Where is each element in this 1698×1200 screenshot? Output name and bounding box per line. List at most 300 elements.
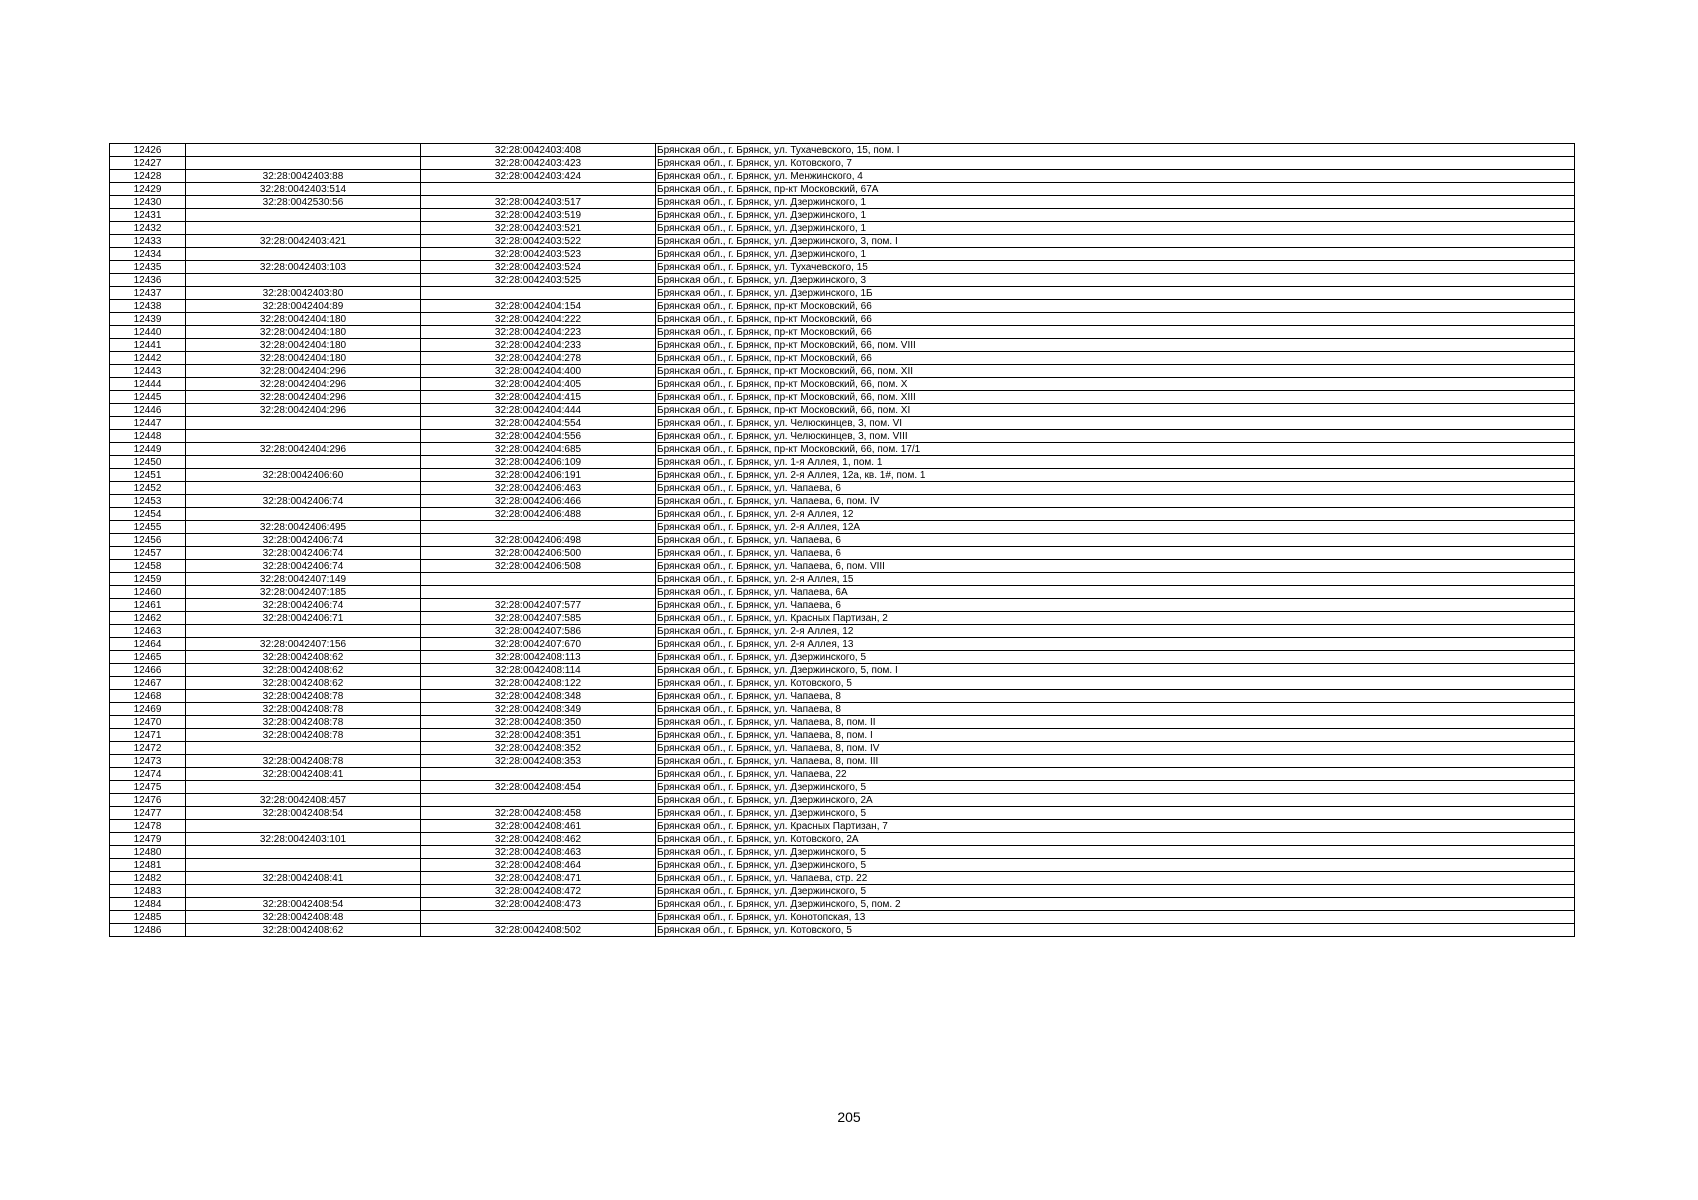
address-cell: Брянская обл., г. Брянск, ул. Чапаева, 6 <box>656 599 1575 612</box>
address-cell: Брянская обл., г. Брянск, ул. Дзержинского, 1Б <box>656 287 1575 300</box>
parcel-cadastral-number-cell: 32:28:0042406:74 <box>186 599 421 612</box>
table-row <box>110 560 1575 573</box>
parcel-cadastral-number-cell: 32:28:0042403:101 <box>186 833 421 846</box>
object-cadastral-number-cell: 32:28:0042408:351 <box>421 729 656 742</box>
address-cell: Брянская обл., г. Брянск, пр-кт Московский, 66, пом. 17/1 <box>656 443 1575 456</box>
parcel-cadastral-number-cell: 32:28:0042404:296 <box>186 443 421 456</box>
row-number-cell: 12435 <box>110 261 186 274</box>
object-cadastral-number-cell: 32:28:0042406:463 <box>421 482 656 495</box>
table-row <box>110 326 1575 339</box>
row-number-cell: 12476 <box>110 794 186 807</box>
object-cadastral-number-cell: 32:28:0042403:519 <box>421 209 656 222</box>
address-cell: Брянская обл., г. Брянск, ул. Чапаева, 8 <box>656 703 1575 716</box>
address-cell: Брянская обл., г. Брянск, ул. Чапаева, 6 <box>656 482 1575 495</box>
parcel-cadastral-number-cell <box>186 417 421 430</box>
table-row <box>110 781 1575 794</box>
table-row <box>110 872 1575 885</box>
table-row <box>110 820 1575 833</box>
row-number-cell: 12468 <box>110 690 186 703</box>
parcel-cadastral-number-cell: 32:28:0042404:89 <box>186 300 421 313</box>
object-cadastral-number-cell: 32:28:0042408:122 <box>421 677 656 690</box>
table-row <box>110 482 1575 495</box>
object-cadastral-number-cell: 32:28:0042408:352 <box>421 742 656 755</box>
row-number-cell: 12471 <box>110 729 186 742</box>
address-cell: Брянская обл., г. Брянск, ул. Котовского, 2А <box>656 833 1575 846</box>
row-number-cell: 12445 <box>110 391 186 404</box>
parcel-cadastral-number-cell: 32:28:0042407:156 <box>186 638 421 651</box>
object-cadastral-number-cell: 32:28:0042406:191 <box>421 469 656 482</box>
address-cell: Брянская обл., г. Брянск, ул. Котовского, 5 <box>656 924 1575 937</box>
parcel-cadastral-number-cell <box>186 625 421 638</box>
table-row <box>110 755 1575 768</box>
table-row <box>110 313 1575 326</box>
parcel-cadastral-number-cell <box>186 482 421 495</box>
table-row <box>110 365 1575 378</box>
table-row <box>110 664 1575 677</box>
table-row <box>110 430 1575 443</box>
parcel-cadastral-number-cell <box>186 430 421 443</box>
address-cell: Брянская обл., г. Брянск, ул. Чапаева, 8, пом. I <box>656 729 1575 742</box>
parcel-cadastral-number-cell: 32:28:0042404:296 <box>186 404 421 417</box>
object-cadastral-number-cell: 32:28:0042408:464 <box>421 859 656 872</box>
parcel-cadastral-number-cell <box>186 209 421 222</box>
parcel-cadastral-number-cell: 32:28:0042408:41 <box>186 768 421 781</box>
row-number-cell: 12460 <box>110 586 186 599</box>
address-cell: Брянская обл., г. Брянск, пр-кт Московский, 66 <box>656 300 1575 313</box>
table-row <box>110 287 1575 300</box>
row-number-cell: 12450 <box>110 456 186 469</box>
parcel-cadastral-number-cell: 32:28:0042408:78 <box>186 716 421 729</box>
object-cadastral-number-cell: 32:28:0042403:523 <box>421 248 656 261</box>
address-cell: Брянская обл., г. Брянск, ул. Чапаева, 6А <box>656 586 1575 599</box>
address-cell: Брянская обл., г. Брянск, пр-кт Московский, 66, пом. X <box>656 378 1575 391</box>
object-cadastral-number-cell <box>421 521 656 534</box>
object-cadastral-number-cell: 32:28:0042408:502 <box>421 924 656 937</box>
object-cadastral-number-cell <box>421 287 656 300</box>
address-cell: Брянская обл., г. Брянск, пр-кт Московский, 66 <box>656 326 1575 339</box>
table-row <box>110 300 1575 313</box>
object-cadastral-number-cell: 32:28:0042404:685 <box>421 443 656 456</box>
table-row <box>110 391 1575 404</box>
table-row <box>110 716 1575 729</box>
address-cell: Брянская обл., г. Брянск, ул. Дзержинского, 3 <box>656 274 1575 287</box>
table-row <box>110 378 1575 391</box>
address-cell: Брянская обл., г. Брянск, ул. Чапаева, 8, пом. III <box>656 755 1575 768</box>
object-cadastral-number-cell: 32:28:0042408:349 <box>421 703 656 716</box>
table-row <box>110 898 1575 911</box>
row-number-cell: 12469 <box>110 703 186 716</box>
table-row <box>110 638 1575 651</box>
object-cadastral-number-cell: 32:28:0042408:471 <box>421 872 656 885</box>
row-number-cell: 12443 <box>110 365 186 378</box>
parcel-cadastral-number-cell: 32:28:0042404:296 <box>186 365 421 378</box>
object-cadastral-number-cell: 32:28:0042408:462 <box>421 833 656 846</box>
address-cell: Брянская обл., г. Брянск, ул. 2-я Аллея, 15 <box>656 573 1575 586</box>
parcel-cadastral-number-cell: 32:28:0042408:457 <box>186 794 421 807</box>
object-cadastral-number-cell <box>421 586 656 599</box>
row-number-cell: 12448 <box>110 430 186 443</box>
parcel-cadastral-number-cell <box>186 742 421 755</box>
object-cadastral-number-cell: 32:28:0042404:400 <box>421 365 656 378</box>
parcel-cadastral-number-cell <box>186 274 421 287</box>
table-row <box>110 469 1575 482</box>
table-row <box>110 547 1575 560</box>
parcel-cadastral-number-cell: 32:28:0042406:74 <box>186 495 421 508</box>
parcel-cadastral-number-cell: 32:28:0042406:74 <box>186 547 421 560</box>
object-cadastral-number-cell: 32:28:0042404:405 <box>421 378 656 391</box>
address-cell: Брянская обл., г. Брянск, пр-кт Московский, 66 <box>656 313 1575 326</box>
parcel-cadastral-number-cell: 32:28:0042530:56 <box>186 196 421 209</box>
address-cell: Брянская обл., г. Брянск, ул. Челюскинцев, 3, пом. VIII <box>656 430 1575 443</box>
address-cell: Брянская обл., г. Брянск, пр-кт Московский, 66 <box>656 352 1575 365</box>
row-number-cell: 12461 <box>110 599 186 612</box>
row-number-cell: 12456 <box>110 534 186 547</box>
table-row <box>110 846 1575 859</box>
object-cadastral-number-cell: 32:28:0042408:114 <box>421 664 656 677</box>
row-number-cell: 12433 <box>110 235 186 248</box>
table-row <box>110 924 1575 937</box>
table-row <box>110 209 1575 222</box>
object-cadastral-number-cell: 32:28:0042407:586 <box>421 625 656 638</box>
parcel-cadastral-number-cell <box>186 885 421 898</box>
parcel-cadastral-number-cell: 32:28:0042406:495 <box>186 521 421 534</box>
row-number-cell: 12439 <box>110 313 186 326</box>
row-number-cell: 12430 <box>110 196 186 209</box>
table-row <box>110 222 1575 235</box>
parcel-cadastral-number-cell: 32:28:0042404:180 <box>186 326 421 339</box>
parcel-cadastral-number-cell <box>186 859 421 872</box>
row-number-cell: 12473 <box>110 755 186 768</box>
address-cell: Брянская обл., г. Брянск, ул. Чапаева, 8, пом. II <box>656 716 1575 729</box>
address-cell: Брянская обл., г. Брянск, ул. Чапаева, 6, пом. IV <box>656 495 1575 508</box>
row-number-cell: 12478 <box>110 820 186 833</box>
row-number-cell: 12475 <box>110 781 186 794</box>
address-cell: Брянская обл., г. Брянск, ул. Тухачевского, 15, пом. I <box>656 144 1575 157</box>
row-number-cell: 12484 <box>110 898 186 911</box>
row-number-cell: 12479 <box>110 833 186 846</box>
row-number-cell: 12455 <box>110 521 186 534</box>
object-cadastral-number-cell: 32:28:0042404:415 <box>421 391 656 404</box>
parcel-cadastral-number-cell: 32:28:0042408:54 <box>186 898 421 911</box>
row-number-cell: 12482 <box>110 872 186 885</box>
row-number-cell: 12485 <box>110 911 186 924</box>
object-cadastral-number-cell: 32:28:0042407:670 <box>421 638 656 651</box>
row-number-cell: 12481 <box>110 859 186 872</box>
row-number-cell: 12426 <box>110 144 186 157</box>
table-row <box>110 183 1575 196</box>
row-number-cell: 12465 <box>110 651 186 664</box>
object-cadastral-number-cell: 32:28:0042404:222 <box>421 313 656 326</box>
table-row <box>110 456 1575 469</box>
address-cell: Брянская обл., г. Брянск, ул. 1-я Аллея, 1, пом. 1 <box>656 456 1575 469</box>
address-cell: Брянская обл., г. Брянск, ул. Дзержинского, 3, пом. I <box>656 235 1575 248</box>
address-cell: Брянская обл., г. Брянск, ул. Чапаева, 6, пом. VIII <box>656 560 1575 573</box>
object-cadastral-number-cell: 32:28:0042404:444 <box>421 404 656 417</box>
parcel-cadastral-number-cell <box>186 846 421 859</box>
parcel-cadastral-number-cell: 32:28:0042404:180 <box>186 313 421 326</box>
table-row <box>110 833 1575 846</box>
object-cadastral-number-cell: 32:28:0042403:424 <box>421 170 656 183</box>
parcel-cadastral-number-cell: 32:28:0042408:62 <box>186 677 421 690</box>
object-cadastral-number-cell: 32:28:0042406:466 <box>421 495 656 508</box>
row-number-cell: 12454 <box>110 508 186 521</box>
parcel-cadastral-number-cell: 32:28:0042408:62 <box>186 651 421 664</box>
object-cadastral-number-cell: 32:28:0042404:554 <box>421 417 656 430</box>
object-cadastral-number-cell: 32:28:0042403:521 <box>421 222 656 235</box>
address-cell: Брянская обл., г. Брянск, ул. Дзержинского, 5, пом. 2 <box>656 898 1575 911</box>
address-cell: Брянская обл., г. Брянск, пр-кт Московский, 66, пом. VIII <box>656 339 1575 352</box>
address-cell: Брянская обл., г. Брянск, ул. Котовского, 7 <box>656 157 1575 170</box>
object-cadastral-number-cell: 32:28:0042403:524 <box>421 261 656 274</box>
address-cell: Брянская обл., г. Брянск, ул. Конотопская, 13 <box>656 911 1575 924</box>
object-cadastral-number-cell: 32:28:0042407:585 <box>421 612 656 625</box>
table-row <box>110 573 1575 586</box>
row-number-cell: 12447 <box>110 417 186 430</box>
table-row <box>110 690 1575 703</box>
address-cell: Брянская обл., г. Брянск, ул. Дзержинского, 5 <box>656 807 1575 820</box>
row-number-cell: 12440 <box>110 326 186 339</box>
object-cadastral-number-cell: 32:28:0042403:423 <box>421 157 656 170</box>
row-number-cell: 12442 <box>110 352 186 365</box>
object-cadastral-number-cell: 32:28:0042408:461 <box>421 820 656 833</box>
row-number-cell: 12451 <box>110 469 186 482</box>
row-number-cell: 12464 <box>110 638 186 651</box>
table-row <box>110 261 1575 274</box>
address-cell: Брянская обл., г. Брянск, ул. Тухачевского, 15 <box>656 261 1575 274</box>
address-cell: Брянская обл., г. Брянск, ул. Дзержинского, 5 <box>656 885 1575 898</box>
address-cell: Брянская обл., г. Брянск, ул. Чапаева, 8, пом. IV <box>656 742 1575 755</box>
row-number-cell: 12483 <box>110 885 186 898</box>
row-number-cell: 12480 <box>110 846 186 859</box>
table-row <box>110 703 1575 716</box>
table-row <box>110 196 1575 209</box>
table-row <box>110 807 1575 820</box>
object-cadastral-number-cell: 32:28:0042408:458 <box>421 807 656 820</box>
object-cadastral-number-cell: 32:28:0042404:233 <box>421 339 656 352</box>
row-number-cell: 12429 <box>110 183 186 196</box>
address-cell: Брянская обл., г. Брянск, ул. Чапаева, 6 <box>656 547 1575 560</box>
object-cadastral-number-cell <box>421 911 656 924</box>
object-cadastral-number-cell: 32:28:0042403:525 <box>421 274 656 287</box>
row-number-cell: 12453 <box>110 495 186 508</box>
table-row <box>110 794 1575 807</box>
object-cadastral-number-cell <box>421 768 656 781</box>
object-cadastral-number-cell: 32:28:0042406:109 <box>421 456 656 469</box>
table-row <box>110 612 1575 625</box>
address-cell: Брянская обл., г. Брянск, ул. Дзержинского, 5 <box>656 781 1575 794</box>
object-cadastral-number-cell <box>421 183 656 196</box>
row-number-cell: 12437 <box>110 287 186 300</box>
address-cell: Брянская обл., г. Брянск, ул. 2-я Аллея, 12а, кв. 1#, пом. 1 <box>656 469 1575 482</box>
table-row <box>110 651 1575 664</box>
table-row <box>110 144 1575 157</box>
address-cell: Брянская обл., г. Брянск, ул. Красных Партизан, 7 <box>656 820 1575 833</box>
row-number-cell: 12431 <box>110 209 186 222</box>
parcel-cadastral-number-cell: 32:28:0042403:514 <box>186 183 421 196</box>
row-number-cell: 12444 <box>110 378 186 391</box>
parcel-cadastral-number-cell <box>186 222 421 235</box>
parcel-cadastral-number-cell: 32:28:0042408:62 <box>186 664 421 677</box>
parcel-cadastral-number-cell: 32:28:0042406:60 <box>186 469 421 482</box>
table-row <box>110 742 1575 755</box>
object-cadastral-number-cell <box>421 573 656 586</box>
table-row <box>110 521 1575 534</box>
table-row <box>110 274 1575 287</box>
object-cadastral-number-cell: 32:28:0042406:488 <box>421 508 656 521</box>
object-cadastral-number-cell: 32:28:0042407:577 <box>421 599 656 612</box>
parcel-cadastral-number-cell: 32:28:0042408:48 <box>186 911 421 924</box>
object-cadastral-number-cell: 32:28:0042403:522 <box>421 235 656 248</box>
table-row <box>110 625 1575 638</box>
address-cell: Брянская обл., г. Брянск, пр-кт Московский, 66, пом. XII <box>656 365 1575 378</box>
row-number-cell: 12436 <box>110 274 186 287</box>
row-number-cell: 12428 <box>110 170 186 183</box>
object-cadastral-number-cell: 32:28:0042408:472 <box>421 885 656 898</box>
parcel-cadastral-number-cell: 32:28:0042404:296 <box>186 391 421 404</box>
object-cadastral-number-cell: 32:28:0042404:223 <box>421 326 656 339</box>
parcel-cadastral-number-cell: 32:28:0042407:185 <box>186 586 421 599</box>
row-number-cell: 12446 <box>110 404 186 417</box>
row-number-cell: 12457 <box>110 547 186 560</box>
table-row <box>110 729 1575 742</box>
property-registry-table <box>109 143 1575 937</box>
object-cadastral-number-cell: 32:28:0042404:154 <box>421 300 656 313</box>
row-number-cell: 12434 <box>110 248 186 261</box>
table-row <box>110 508 1575 521</box>
row-number-cell: 12449 <box>110 443 186 456</box>
address-cell: Брянская обл., г. Брянск, ул. Красных Партизан, 2 <box>656 612 1575 625</box>
object-cadastral-number-cell <box>421 794 656 807</box>
table-row <box>110 339 1575 352</box>
parcel-cadastral-number-cell: 32:28:0042403:80 <box>186 287 421 300</box>
parcel-cadastral-number-cell: 32:28:0042403:103 <box>186 261 421 274</box>
row-number-cell: 12452 <box>110 482 186 495</box>
parcel-cadastral-number-cell: 32:28:0042404:180 <box>186 339 421 352</box>
parcel-cadastral-number-cell: 32:28:0042408:78 <box>186 729 421 742</box>
address-cell: Брянская обл., г. Брянск, ул. Менжинского, 4 <box>656 170 1575 183</box>
row-number-cell: 12459 <box>110 573 186 586</box>
row-number-cell: 12427 <box>110 157 186 170</box>
address-cell: Брянская обл., г. Брянск, пр-кт Московский, 67А <box>656 183 1575 196</box>
parcel-cadastral-number-cell: 32:28:0042406:71 <box>186 612 421 625</box>
parcel-cadastral-number-cell <box>186 508 421 521</box>
object-cadastral-number-cell: 32:28:0042406:498 <box>421 534 656 547</box>
table-row <box>110 235 1575 248</box>
row-number-cell: 12467 <box>110 677 186 690</box>
registry-table-body <box>110 144 1575 937</box>
row-number-cell: 12474 <box>110 768 186 781</box>
table-row <box>110 677 1575 690</box>
table-row <box>110 404 1575 417</box>
parcel-cadastral-number-cell <box>186 456 421 469</box>
table-row <box>110 248 1575 261</box>
address-cell: Брянская обл., г. Брянск, ул. Дзержинского, 5 <box>656 846 1575 859</box>
address-cell: Брянская обл., г. Брянск, ул. Дзержинского, 5 <box>656 651 1575 664</box>
table-row <box>110 417 1575 430</box>
object-cadastral-number-cell: 32:28:0042408:463 <box>421 846 656 859</box>
object-cadastral-number-cell: 32:28:0042408:353 <box>421 755 656 768</box>
table-row <box>110 911 1575 924</box>
object-cadastral-number-cell: 32:28:0042408:348 <box>421 690 656 703</box>
table-row <box>110 768 1575 781</box>
row-number-cell: 12486 <box>110 924 186 937</box>
parcel-cadastral-number-cell: 32:28:0042408:41 <box>186 872 421 885</box>
address-cell: Брянская обл., г. Брянск, ул. Дзержинского, 1 <box>656 222 1575 235</box>
object-cadastral-number-cell: 32:28:0042403:408 <box>421 144 656 157</box>
row-number-cell: 12470 <box>110 716 186 729</box>
object-cadastral-number-cell: 32:28:0042408:473 <box>421 898 656 911</box>
row-number-cell: 12438 <box>110 300 186 313</box>
address-cell: Брянская обл., г. Брянск, пр-кт Московский, 66, пом. XI <box>656 404 1575 417</box>
address-cell: Брянская обл., г. Брянск, ул. 2-я Аллея, 12 <box>656 508 1575 521</box>
object-cadastral-number-cell: 32:28:0042408:113 <box>421 651 656 664</box>
address-cell: Брянская обл., г. Брянск, ул. Чапаева, 8 <box>656 690 1575 703</box>
address-cell: Брянская обл., г. Брянск, ул. Чапаева, 22 <box>656 768 1575 781</box>
table-row <box>110 157 1575 170</box>
row-number-cell: 12462 <box>110 612 186 625</box>
address-cell: Брянская обл., г. Брянск, ул. 2-я Аллея, 12 <box>656 625 1575 638</box>
parcel-cadastral-number-cell: 32:28:0042403:88 <box>186 170 421 183</box>
object-cadastral-number-cell: 32:28:0042406:500 <box>421 547 656 560</box>
parcel-cadastral-number-cell <box>186 781 421 794</box>
row-number-cell: 12477 <box>110 807 186 820</box>
page-number: 205 <box>837 1109 861 1125</box>
row-number-cell: 12472 <box>110 742 186 755</box>
parcel-cadastral-number-cell: 32:28:0042404:180 <box>186 352 421 365</box>
parcel-cadastral-number-cell: 32:28:0042408:78 <box>186 703 421 716</box>
table-row <box>110 534 1575 547</box>
parcel-cadastral-number-cell: 32:28:0042406:74 <box>186 560 421 573</box>
address-cell: Брянская обл., г. Брянск, ул. Дзержинского, 5 <box>656 859 1575 872</box>
address-cell: Брянская обл., г. Брянск, ул. Чапаева, 6 <box>656 534 1575 547</box>
parcel-cadastral-number-cell: 32:28:0042408:78 <box>186 690 421 703</box>
parcel-cadastral-number-cell: 32:28:0042408:54 <box>186 807 421 820</box>
parcel-cadastral-number-cell <box>186 157 421 170</box>
table-row <box>110 170 1575 183</box>
address-cell: Брянская обл., г. Брянск, ул. Котовского, 5 <box>656 677 1575 690</box>
object-cadastral-number-cell: 32:28:0042403:517 <box>421 196 656 209</box>
parcel-cadastral-number-cell: 32:28:0042404:296 <box>186 378 421 391</box>
parcel-cadastral-number-cell <box>186 144 421 157</box>
row-number-cell: 12463 <box>110 625 186 638</box>
row-number-cell: 12466 <box>110 664 186 677</box>
address-cell: Брянская обл., г. Брянск, ул. Дзержинского, 1 <box>656 196 1575 209</box>
table-row <box>110 495 1575 508</box>
row-number-cell: 12458 <box>110 560 186 573</box>
address-cell: Брянская обл., г. Брянск, ул. 2-я Аллея, 13 <box>656 638 1575 651</box>
object-cadastral-number-cell: 32:28:0042408:454 <box>421 781 656 794</box>
object-cadastral-number-cell: 32:28:0042404:278 <box>421 352 656 365</box>
table-row <box>110 599 1575 612</box>
parcel-cadastral-number-cell: 32:28:0042406:74 <box>186 534 421 547</box>
address-cell: Брянская обл., г. Брянск, ул. Челюскинцев, 3, пом. VI <box>656 417 1575 430</box>
address-cell: Брянская обл., г. Брянск, ул. Дзержинского, 1 <box>656 209 1575 222</box>
table-row <box>110 859 1575 872</box>
object-cadastral-number-cell: 32:28:0042404:556 <box>421 430 656 443</box>
parcel-cadastral-number-cell <box>186 248 421 261</box>
address-cell: Брянская обл., г. Брянск, пр-кт Московский, 66, пом. XIII <box>656 391 1575 404</box>
row-number-cell: 12432 <box>110 222 186 235</box>
parcel-cadastral-number-cell: 32:28:0042408:62 <box>186 924 421 937</box>
address-cell: Брянская обл., г. Брянск, ул. Дзержинского, 5, пом. I <box>656 664 1575 677</box>
table-row <box>110 885 1575 898</box>
table-row <box>110 443 1575 456</box>
address-cell: Брянская обл., г. Брянск, ул. Чапаева, стр. 22 <box>656 872 1575 885</box>
parcel-cadastral-number-cell: 32:28:0042407:149 <box>186 573 421 586</box>
object-cadastral-number-cell: 32:28:0042406:508 <box>421 560 656 573</box>
parcel-cadastral-number-cell: 32:28:0042403:421 <box>186 235 421 248</box>
table-row <box>110 352 1575 365</box>
